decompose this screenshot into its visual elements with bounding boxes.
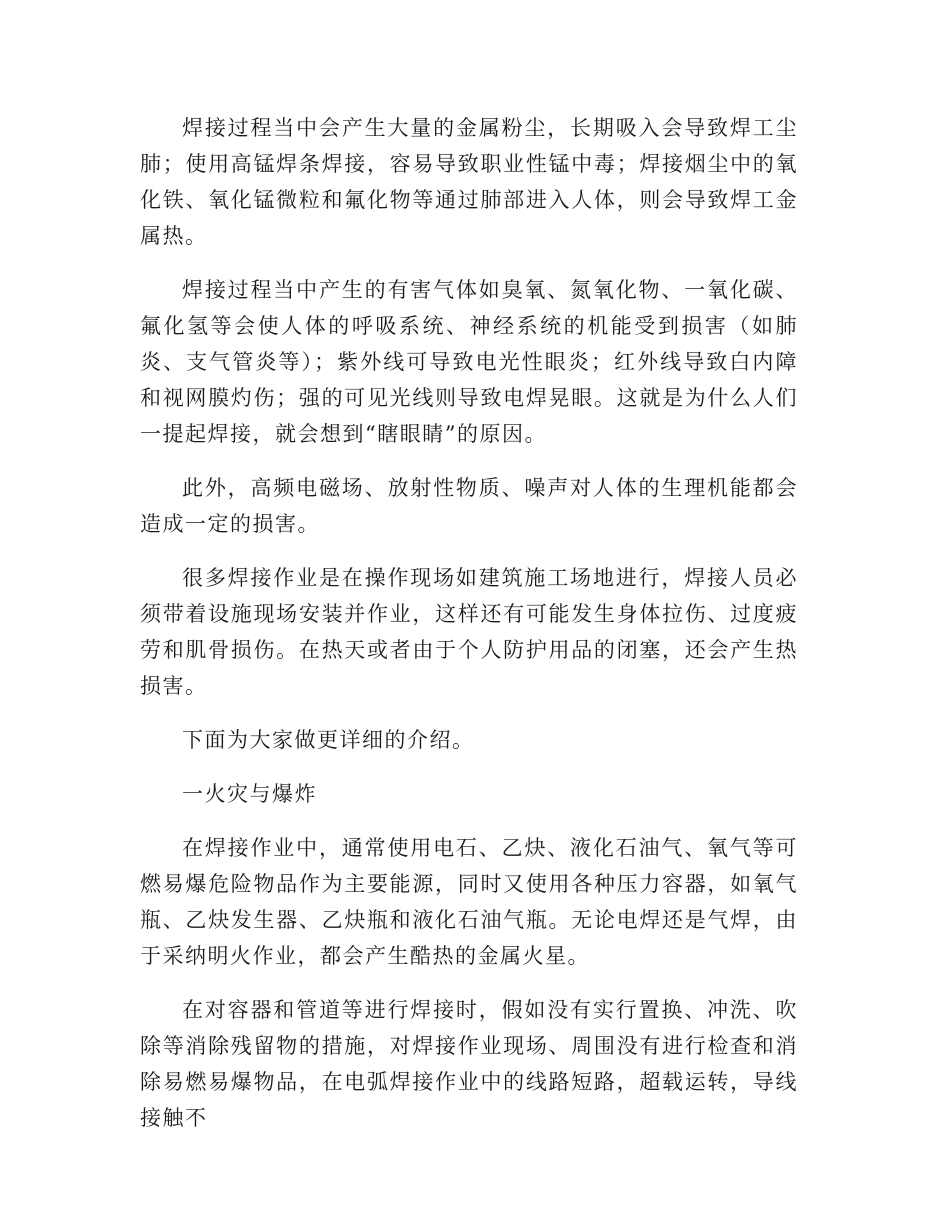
paragraph-4: 很多焊接作业是在操作现场如建筑施工场地进行，焊接人员必须带着设施现场安装并作业，这样还有可能发生身体拉伤、过度疲劳和肌骨损伤。在热天或者由于个人防护用品的闭塞，还会产生热损害。 — [140, 566, 798, 698]
paragraph-5: 下面为大家做更详细的介绍。 — [182, 728, 475, 752]
paragraph-7: 在焊接作业中，通常使用电石、乙炔、液化石油气、氧气等可燃易爆危险物品作为主要能源，同时又使用各种压力容器，如氧气瓶、乙炔发生器、乙炔瓶和液化石油气瓶。无论电焊还是气焊，由于采纳明火作业，都会产生酷热的金属火星。 — [140, 836, 798, 968]
document-page — [140, 110, 798, 1154]
section-heading-fire-explosion: 一火灾与爆炸 — [182, 782, 317, 806]
paragraph-8: 在对容器和管道等进行焊接时，假如没有实行置换、冲洗、吹除等消除残留物的措施，对焊接作业现场、周围没有进行检查和消除易燃易爆物品，在电弧焊接作业中的线路短路，超载运转，导线接触不 — [140, 998, 798, 1130]
paragraph-3: 此外，高频电磁场、放射性物质、噪声对人体的生理机能都会造成一定的损害。 — [140, 476, 798, 536]
paragraph-1: 焊接过程当中会产生大量的金属粉尘，长期吸入会导致焊工尘肺；使用高锰焊条焊接，容易导致职业性锰中毒；焊接烟尘中的氧化铁、氧化锰微粒和氟化物等通过肺部进入人体，则会导致焊工金属热。 — [140, 116, 798, 248]
paragraph-2: 焊接过程当中产生的有害气体如臭氧、氮氧化物、一氧化碳、氟化氢等会使人体的呼吸系统、神经系统的机能受到损害（如肺炎、支气管炎等）；紫外线可导致电光性眼炎；红外线导致白内障和视网膜灼伤；强的可见光线则导致电焊晃眼。这就是为什么人们一提起焊接，就会想到“瞎眼睛”的原因。 — [140, 278, 798, 446]
